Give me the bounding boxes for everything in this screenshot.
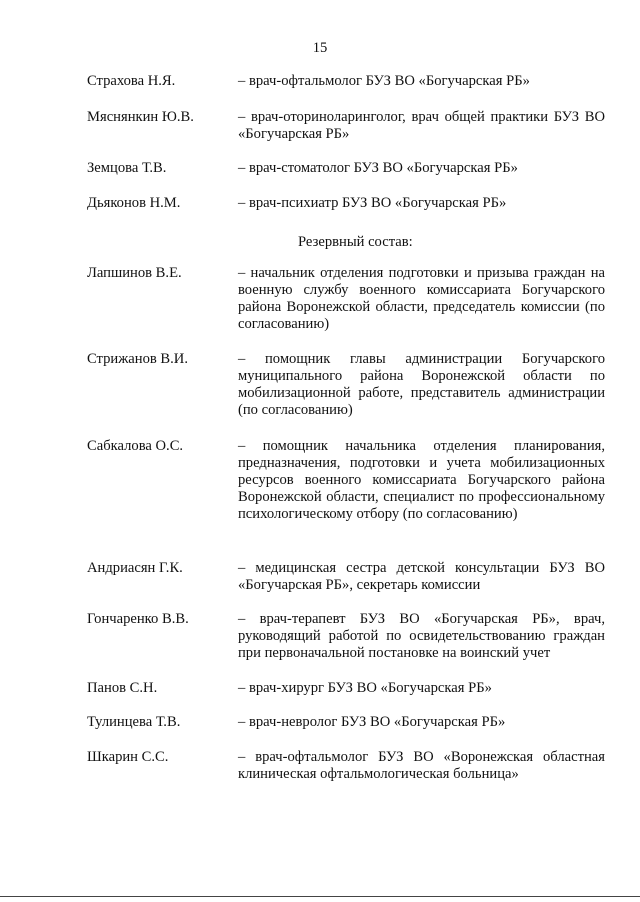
member-role: – врач-невролог БУЗ ВО «Богучарская РБ» bbox=[238, 714, 506, 730]
member-role: – помощник главы администрации Богучарского муниципального района Воронежской области по мобилизационной работе, представитель администрации (по согласованию) bbox=[238, 351, 605, 418]
member-name: Тулинцева Т.В. bbox=[87, 714, 181, 730]
member-role: – врач-офтальмолог БУЗ ВО «Богучарская РБ» bbox=[238, 73, 530, 89]
member-name: Лапшинов В.Е. bbox=[87, 265, 182, 281]
member-name: Мяснянкин Ю.В. bbox=[87, 109, 194, 125]
member-name: Дьяконов Н.М. bbox=[87, 195, 181, 211]
member-role: – врач-оториноларинголог, врач общей практики БУЗ ВО «Богучарская РБ» bbox=[238, 109, 605, 142]
member-name: Страхова Н.Я. bbox=[87, 73, 176, 89]
member-name: Панов С.Н. bbox=[87, 680, 158, 696]
member-role: – помощник начальника отделения планирования, предназначения, подготовки и учета мобилизационных ресурсов военного комиссариата Богучарского района Воронежской области, специалист по профессиональному психологическому отбору (по согласованию) bbox=[238, 438, 605, 522]
member-role: – врач-психиатр БУЗ ВО «Богучарская РБ» bbox=[238, 195, 507, 211]
reserve-section-title: Резервный состав: bbox=[298, 234, 413, 250]
member-name: Гончаренко В.В. bbox=[87, 611, 189, 627]
member-name: Андриасян Г.К. bbox=[87, 560, 183, 576]
member-name: Земцова Т.В. bbox=[87, 160, 167, 176]
member-role: – врач-терапевт БУЗ ВО «Богучарская РБ», врач, руководящий работой по освидетельствованию граждан при первоначальной постановке на воинский учет bbox=[238, 611, 605, 661]
member-role: – медицинская сестра детской консультации БУЗ ВО «Богучарская РБ», секретарь комиссии bbox=[238, 560, 605, 593]
member-name: Стрижанов В.И. bbox=[87, 351, 188, 367]
member-role: – врач-стоматолог БУЗ ВО «Богучарская РБ» bbox=[238, 160, 518, 176]
member-role: – врач-хирург БУЗ ВО «Богучарская РБ» bbox=[238, 680, 492, 696]
member-role: – начальник отделения подготовки и призыва граждан на военную службу военного комиссариата Богучарского района Воронежской области, председатель комиссии (по согласованию) bbox=[238, 265, 605, 332]
member-name: Сабкалова О.С. bbox=[87, 438, 184, 454]
bottom-border-line bbox=[0, 896, 640, 897]
page-number: 15 bbox=[312, 40, 328, 56]
member-role: – врач-офтальмолог БУЗ ВО «Воронежская областная клиническая офтальмологическая больница» bbox=[238, 749, 605, 782]
member-name: Шкарин С.С. bbox=[87, 749, 169, 765]
